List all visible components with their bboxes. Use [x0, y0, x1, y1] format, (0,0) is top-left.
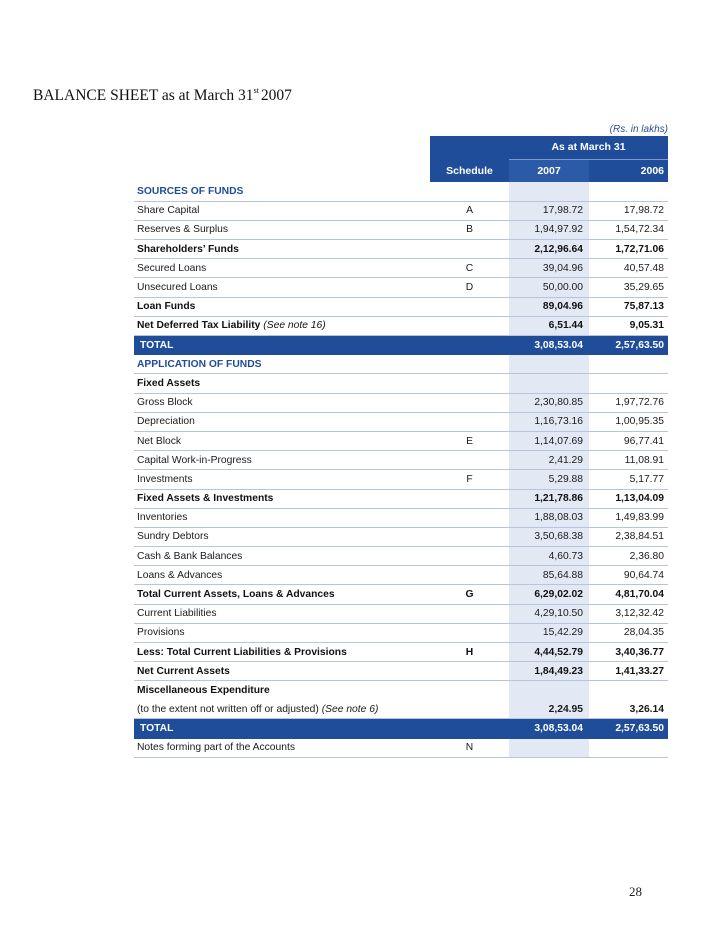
row-label: Reserves & Surplus [134, 220, 430, 239]
header-row-top [134, 136, 668, 159]
row-schedule [430, 489, 509, 508]
row-sublabel-text: (to the extent not written off or adjusted) [137, 703, 319, 715]
table-row [134, 527, 668, 546]
row-2006: 1,72,71.06 [589, 240, 668, 259]
row-label: APPLICATION OF FUNDS [134, 355, 430, 374]
row-2007 [509, 182, 589, 201]
row-2007: 2,12,96.64 [509, 240, 589, 259]
row-2007 [509, 738, 589, 757]
row-schedule [430, 719, 509, 738]
header-2007: 2007 [509, 159, 589, 182]
row-2007: 4,60.73 [509, 547, 589, 566]
row-label: SOURCES OF FUNDS [134, 182, 430, 201]
row-label: Secured Loans [134, 259, 430, 278]
table-row [134, 738, 668, 757]
table-row [134, 412, 668, 431]
table-row [134, 623, 668, 642]
row-2006: 1,54,72.34 [589, 220, 668, 239]
row-label: TOTAL [134, 719, 430, 738]
row-schedule [430, 316, 509, 335]
row-schedule [430, 604, 509, 623]
table-row [134, 508, 668, 527]
row-2006: 75,87.13 [589, 297, 668, 316]
row-2007: 3,50,68.38 [509, 527, 589, 546]
row-schedule [430, 451, 509, 470]
row-label [134, 316, 430, 335]
row-2006: 40,57.48 [589, 259, 668, 278]
row-note: (See note 6) [321, 703, 379, 715]
row-2007: 85,64.88 [509, 566, 589, 585]
row-2007: 2,30,80.85 [509, 393, 589, 412]
unit-note: (Rs. in lakhs) [609, 124, 668, 135]
title-text: BALANCE SHEET as at March 31 [33, 87, 254, 104]
row-2007: 4,29,10.50 [509, 604, 589, 623]
row-2006: 3,40,36.77 [589, 643, 668, 662]
row-2007: 3,08,53.04 [509, 719, 589, 738]
header-schedule-top [430, 136, 509, 159]
table-row [134, 316, 668, 335]
row-2006: 17,98.72 [589, 201, 668, 220]
row-label: Miscellaneous Expenditure [137, 685, 270, 697]
row-2006: 11,08.91 [589, 451, 668, 470]
row-2007: 50,00.00 [509, 278, 589, 297]
row-schedule: H [430, 643, 509, 662]
row-2007: 1,88,08.03 [509, 508, 589, 527]
row-2006: 1,41,33.27 [589, 662, 668, 681]
row-2006: 1,00,95.35 [589, 412, 668, 431]
table-row [134, 201, 668, 220]
row-label: Capital Work-in-Progress [134, 451, 430, 470]
header-as-at: As at March 31 [509, 136, 668, 159]
row-label: Net Current Assets [134, 662, 430, 681]
row-schedule [430, 393, 509, 412]
row-label: Loan Funds [134, 297, 430, 316]
row-2006: 90,64.74 [589, 566, 668, 585]
row-2007: 1,84,49.23 [509, 662, 589, 681]
row-schedule [430, 566, 509, 585]
row-2007 [509, 374, 589, 393]
row-2007: 6,29,02.02 [509, 585, 589, 604]
row-label: Net Block [134, 431, 430, 450]
row-schedule: D [430, 278, 509, 297]
row-2006: 5,17.77 [589, 470, 668, 489]
page-title [33, 86, 292, 105]
row-2006: 3,26.14 [589, 700, 668, 719]
row-label-text: Net Deferred Tax Liability [137, 320, 261, 332]
table-row [134, 566, 668, 585]
header-schedule: Schedule [430, 159, 509, 182]
row-2007: 15,42.29 [509, 623, 589, 642]
table-row [134, 547, 668, 566]
row-2007 [509, 355, 589, 374]
row-schedule [430, 412, 509, 431]
header-row-bottom [134, 159, 668, 182]
row-label: Share Capital [134, 201, 430, 220]
row-label: Fixed Assets [134, 374, 430, 393]
row-schedule [430, 681, 509, 700]
row-2007: 6,51.44 [509, 316, 589, 335]
row-schedule: N [430, 738, 509, 757]
row-2006 [589, 374, 668, 393]
total-row-sources [134, 336, 668, 355]
row-schedule [430, 527, 509, 546]
row-schedule: C [430, 259, 509, 278]
row-2006: 9,05.31 [589, 316, 668, 335]
table-row [134, 297, 668, 316]
row-label: Total Current Assets, Loans & Advances [134, 585, 430, 604]
row-2007: 1,16,73.16 [509, 412, 589, 431]
table-row [134, 451, 668, 470]
row-2006: 2,57,63.50 [589, 719, 668, 738]
header-2006: 2006 [589, 159, 668, 182]
row-2006: 28,04.35 [589, 623, 668, 642]
table-row [134, 431, 668, 450]
row-label: Cash & Bank Balances [134, 547, 430, 566]
row-2007: 17,98.72 [509, 201, 589, 220]
row-schedule [430, 547, 509, 566]
row-2006: 1,97,72.76 [589, 393, 668, 412]
table-row [134, 489, 668, 508]
row-2007: 5,29.88 [509, 470, 589, 489]
total-row-application [134, 719, 668, 738]
row-schedule: A [430, 201, 509, 220]
table-row [134, 662, 668, 681]
row-2007: 1,14,07.69 [509, 431, 589, 450]
row-2007: 89,04.96 [509, 297, 589, 316]
row-schedule [430, 700, 509, 719]
row-label: Unsecured Loans [134, 278, 430, 297]
row-label: Notes forming part of the Accounts [134, 738, 430, 757]
row-2006: 35,29.65 [589, 278, 668, 297]
table-row [134, 643, 668, 662]
row-sublabel [134, 700, 430, 719]
row-2006 [589, 738, 668, 757]
row-2006: 2,57,63.50 [589, 336, 668, 355]
table-row [134, 585, 668, 604]
row-2007: 39,04.96 [509, 259, 589, 278]
row-label: Less: Total Current Liabilities & Provisions [134, 643, 430, 662]
table-row [134, 182, 668, 201]
row-2006 [589, 355, 668, 374]
row-2006: 96,77.41 [589, 431, 668, 450]
row-label: Gross Block [134, 393, 430, 412]
row-2007: 2,41.29 [509, 451, 589, 470]
row-label: Fixed Assets & Investments [134, 489, 430, 508]
row-2006: 3,12,32.42 [589, 604, 668, 623]
table-row [134, 470, 668, 489]
row-schedule [430, 508, 509, 527]
row-note: (See note 16) [263, 320, 326, 332]
row-schedule: E [430, 431, 509, 450]
row-2007: 1,21,78.86 [509, 489, 589, 508]
table-row [134, 374, 668, 393]
row-label: Depreciation [134, 412, 430, 431]
row-2006: 1,49,83.99 [589, 508, 668, 527]
row-schedule [430, 297, 509, 316]
row-schedule: F [430, 470, 509, 489]
table-row [134, 259, 668, 278]
table-row [134, 681, 668, 700]
row-schedule: G [430, 585, 509, 604]
table-row [134, 355, 668, 374]
row-2006: 4,81,70.04 [589, 585, 668, 604]
table-row [134, 220, 668, 239]
table-row [134, 700, 668, 719]
row-schedule [430, 182, 509, 201]
row-2007: 3,08,53.04 [509, 336, 589, 355]
row-schedule: B [430, 220, 509, 239]
row-2006: 1,13,04.09 [589, 489, 668, 508]
row-2006: 2,38,84.51 [589, 527, 668, 546]
row-label: Provisions [134, 623, 430, 642]
row-label: Inventories [134, 508, 430, 527]
row-label: Loans & Advances [134, 566, 430, 585]
row-label: Shareholders’ Funds [134, 240, 430, 259]
row-schedule [430, 240, 509, 259]
title-year: 2007 [260, 87, 292, 104]
row-schedule [430, 662, 509, 681]
row-schedule [430, 374, 509, 393]
row-2007: 4,44,52.79 [509, 643, 589, 662]
row-2007: 2,24.95 [509, 700, 589, 719]
header-blank [134, 159, 430, 182]
table-row [134, 278, 668, 297]
title-superscript: st [253, 86, 259, 95]
row-label: Current Liabilities [134, 604, 430, 623]
table-row [134, 604, 668, 623]
page-number: 28 [629, 884, 642, 899]
row-schedule [430, 336, 509, 355]
row-schedule [430, 623, 509, 642]
row-schedule [430, 355, 509, 374]
row-label: Investments [134, 470, 430, 489]
row-2006: 2,36.80 [589, 547, 668, 566]
header-blank [134, 136, 430, 159]
balance-sheet-table [134, 136, 668, 758]
row-2006 [589, 681, 668, 700]
row-label: TOTAL [134, 336, 430, 355]
row-2007 [509, 681, 589, 700]
table-row [134, 393, 668, 412]
row-label: Sundry Debtors [134, 527, 430, 546]
table-row [134, 240, 668, 259]
row-2007: 1,94,97.92 [509, 220, 589, 239]
row-2006 [589, 182, 668, 201]
